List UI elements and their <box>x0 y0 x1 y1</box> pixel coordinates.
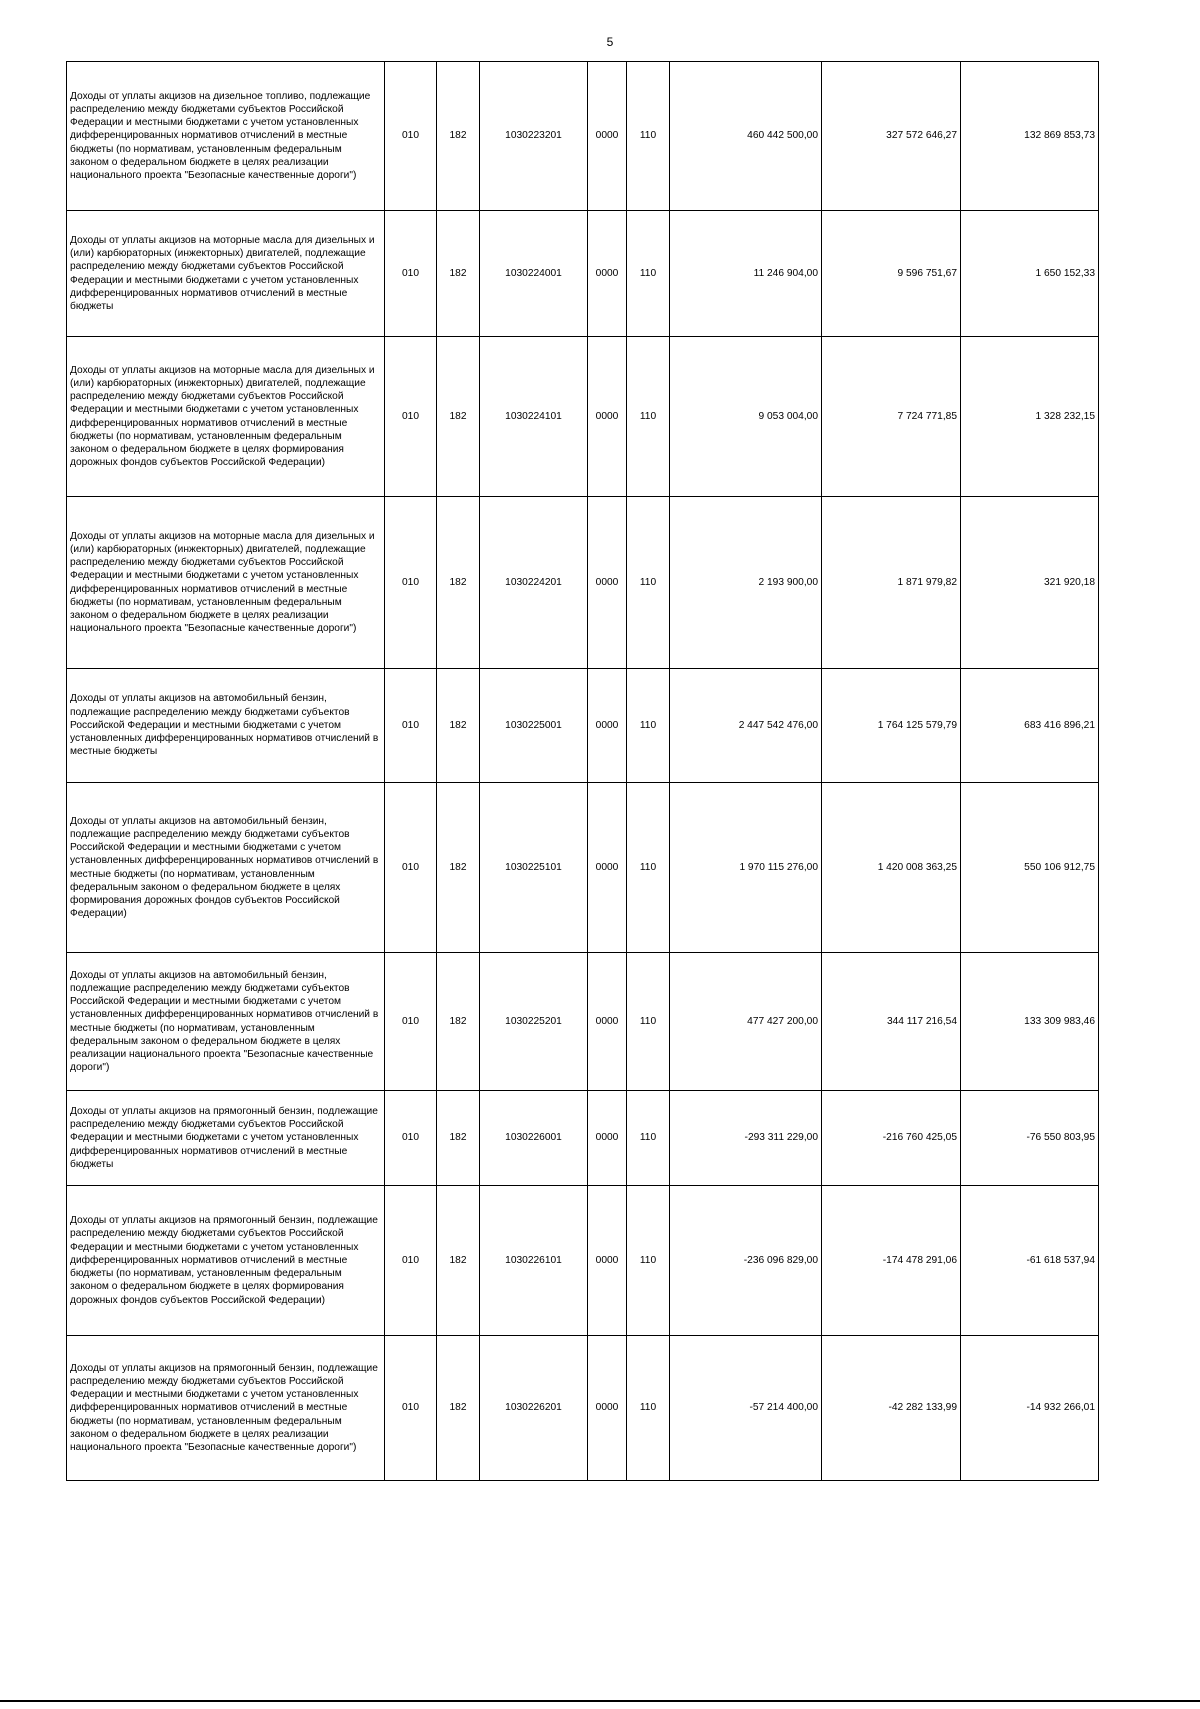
revenue-description: Доходы от уплаты акцизов на дизельное топливо, подлежащие распределению между бюджетами субъектов Российской Федерации и местными бюджетами с учетом установленных дифференцированных нормативов отчислений в местные бюджеты (по нормативам, установленным федеральным законом о федеральном бюджете в целях реализации национального проекта "Безопасные качественные дороги") <box>67 62 385 211</box>
table-row <box>67 211 1099 337</box>
plan-amount: 477 427 200,00 <box>670 953 822 1091</box>
code-program: 0000 <box>588 669 627 783</box>
code-program: 0000 <box>588 1186 627 1336</box>
executed-amount: 327 572 646,27 <box>822 62 961 211</box>
code-kbk: 1030225201 <box>480 953 588 1091</box>
executed-amount: -42 282 133,99 <box>822 1336 961 1481</box>
code-kosgu: 110 <box>627 62 670 211</box>
revenue-description: Доходы от уплаты акцизов на моторные масла для дизельных и (или) карбюраторных (инжекторных) двигателей, подлежащие распределению между бюджетами субъектов Российской Федерации и местными бюджетами с учетом установленных дифференцированных нормативов отчислений в местные бюджеты <box>67 211 385 337</box>
remainder-amount: -61 618 537,94 <box>961 1186 1099 1336</box>
table-row <box>67 1091 1099 1186</box>
code-gl-admin: 010 <box>385 783 437 953</box>
remainder-amount: 1 328 232,15 <box>961 337 1099 497</box>
code-gl-admin: 010 <box>385 953 437 1091</box>
code-administrator: 182 <box>437 62 480 211</box>
code-program: 0000 <box>588 211 627 337</box>
code-administrator: 182 <box>437 1091 480 1186</box>
remainder-amount: 132 869 853,73 <box>961 62 1099 211</box>
remainder-amount: -76 550 803,95 <box>961 1091 1099 1186</box>
revenue-table-body <box>67 62 1099 1481</box>
executed-amount: -174 478 291,06 <box>822 1186 961 1336</box>
code-administrator: 182 <box>437 1336 480 1481</box>
code-program: 0000 <box>588 337 627 497</box>
code-administrator: 182 <box>437 953 480 1091</box>
code-kbk: 1030223201 <box>480 62 588 211</box>
code-gl-admin: 010 <box>385 1091 437 1186</box>
code-administrator: 182 <box>437 1186 480 1336</box>
code-kbk: 1030224201 <box>480 497 588 669</box>
plan-amount: 2 193 900,00 <box>670 497 822 669</box>
code-kosgu: 110 <box>627 783 670 953</box>
executed-amount: 9 596 751,67 <box>822 211 961 337</box>
code-administrator: 182 <box>437 669 480 783</box>
plan-amount: -57 214 400,00 <box>670 1336 822 1481</box>
code-kbk: 1030224101 <box>480 337 588 497</box>
remainder-amount: 1 650 152,33 <box>961 211 1099 337</box>
executed-amount: -216 760 425,05 <box>822 1091 961 1186</box>
revenue-description: Доходы от уплаты акцизов на моторные масла для дизельных и (или) карбюраторных (инжекторных) двигателей, подлежащие распределению между бюджетами субъектов Российской Федерации и местными бюджетами с учетом установленных дифференцированных нормативов отчислений в местные бюджеты (по нормативам, установленным федеральным законом о федеральном бюджете в целях формирования дорожных фондов субъектов Российской Федерации) <box>67 337 385 497</box>
revenue-description: Доходы от уплаты акцизов на автомобильный бензин, подлежащие распределению между бюджетами субъектов Российской Федерации и местными бюджетами с учетом установленных дифференцированных нормативов отчислений в местные бюджеты <box>67 669 385 783</box>
plan-amount: 9 053 004,00 <box>670 337 822 497</box>
code-administrator: 182 <box>437 497 480 669</box>
remainder-amount: 550 106 912,75 <box>961 783 1099 953</box>
remainder-amount: 683 416 896,21 <box>961 669 1099 783</box>
code-kbk: 1030225101 <box>480 783 588 953</box>
code-administrator: 182 <box>437 211 480 337</box>
plan-amount: -236 096 829,00 <box>670 1186 822 1336</box>
code-kosgu: 110 <box>627 1336 670 1481</box>
remainder-amount: 321 920,18 <box>961 497 1099 669</box>
code-kosgu: 110 <box>627 497 670 669</box>
code-kosgu: 110 <box>627 669 670 783</box>
plan-amount: 11 246 904,00 <box>670 211 822 337</box>
code-program: 0000 <box>588 1091 627 1186</box>
executed-amount: 1 764 125 579,79 <box>822 669 961 783</box>
executed-amount: 344 117 216,54 <box>822 953 961 1091</box>
code-program: 0000 <box>588 62 627 211</box>
code-gl-admin: 010 <box>385 211 437 337</box>
executed-amount: 1 420 008 363,25 <box>822 783 961 953</box>
code-gl-admin: 010 <box>385 337 437 497</box>
revenue-table <box>66 61 1099 1481</box>
code-kosgu: 110 <box>627 1186 670 1336</box>
code-kosgu: 110 <box>627 337 670 497</box>
bottom-rule <box>0 1700 1200 1702</box>
executed-amount: 7 724 771,85 <box>822 337 961 497</box>
table-row <box>67 783 1099 953</box>
code-gl-admin: 010 <box>385 669 437 783</box>
code-kbk: 1030226001 <box>480 1091 588 1186</box>
table-row <box>67 669 1099 783</box>
plan-amount: 2 447 542 476,00 <box>670 669 822 783</box>
code-kosgu: 110 <box>627 953 670 1091</box>
revenue-description: Доходы от уплаты акцизов на автомобильный бензин, подлежащие распределению между бюджетами субъектов Российской Федерации и местными бюджетами с учетом установленных дифференцированных нормативов отчислений в местные бюджеты (по нормативам, установленным федеральным законом о федеральном бюджете в целях реализации национального проекта "Безопасные качественные дороги") <box>67 953 385 1091</box>
code-kbk: 1030226201 <box>480 1336 588 1481</box>
revenue-description: Доходы от уплаты акцизов на прямогонный бензин, подлежащие распределению между бюджетами субъектов Российской Федерации и местными бюджетами с учетом установленных дифференцированных нормативов отчислений в местные бюджеты (по нормативам, установленным федеральным законом о федеральном бюджете в целях реализации национального проекта "Безопасные качественные дороги") <box>67 1336 385 1481</box>
code-kbk: 1030225001 <box>480 669 588 783</box>
table-row <box>67 1186 1099 1336</box>
table-row <box>67 1336 1099 1481</box>
executed-amount: 1 871 979,82 <box>822 497 961 669</box>
code-program: 0000 <box>588 497 627 669</box>
code-administrator: 182 <box>437 783 480 953</box>
remainder-amount: -14 932 266,01 <box>961 1336 1099 1481</box>
code-kbk: 1030226101 <box>480 1186 588 1336</box>
revenue-description: Доходы от уплаты акцизов на прямогонный бензин, подлежащие распределению между бюджетами субъектов Российской Федерации и местными бюджетами с учетом установленных дифференцированных нормативов отчислений в местные бюджеты <box>67 1091 385 1186</box>
code-kosgu: 110 <box>627 1091 670 1186</box>
page-number: 5 <box>606 35 614 49</box>
code-gl-admin: 010 <box>385 1336 437 1481</box>
revenue-description: Доходы от уплаты акцизов на прямогонный бензин, подлежащие распределению между бюджетами субъектов Российской Федерации и местными бюджетами с учетом установленных дифференцированных нормативов отчислений в местные бюджеты (по нормативам, установленным федеральным законом о федеральном бюджете в целях формирования дорожных фондов субъектов Российской Федерации) <box>67 1186 385 1336</box>
code-program: 0000 <box>588 953 627 1091</box>
plan-amount: 460 442 500,00 <box>670 62 822 211</box>
code-administrator: 182 <box>437 337 480 497</box>
code-program: 0000 <box>588 783 627 953</box>
revenue-description: Доходы от уплаты акцизов на моторные масла для дизельных и (или) карбюраторных (инжекторных) двигателей, подлежащие распределению между бюджетами субъектов Российской Федерации и местными бюджетами с учетом установленных дифференцированных нормативов отчислений в местные бюджеты (по нормативам, установленным федеральным законом о федеральном бюджете в целях реализации национального проекта "Безопасные качественные дороги") <box>67 497 385 669</box>
table-row <box>67 497 1099 669</box>
revenue-description: Доходы от уплаты акцизов на автомобильный бензин, подлежащие распределению между бюджетами субъектов Российской Федерации и местными бюджетами с учетом установленных дифференцированных нормативов отчислений в местные бюджеты (по нормативам, установленным федеральным законом о федеральном бюджете в целях формирования дорожных фондов субъектов Российской Федерации) <box>67 783 385 953</box>
code-kbk: 1030224001 <box>480 211 588 337</box>
table-row <box>67 62 1099 211</box>
code-gl-admin: 010 <box>385 62 437 211</box>
remainder-amount: 133 309 983,46 <box>961 953 1099 1091</box>
plan-amount: 1 970 115 276,00 <box>670 783 822 953</box>
table-row <box>67 953 1099 1091</box>
code-kosgu: 110 <box>627 211 670 337</box>
plan-amount: -293 311 229,00 <box>670 1091 822 1186</box>
code-gl-admin: 010 <box>385 1186 437 1336</box>
code-program: 0000 <box>588 1336 627 1481</box>
code-gl-admin: 010 <box>385 497 437 669</box>
table-row <box>67 337 1099 497</box>
